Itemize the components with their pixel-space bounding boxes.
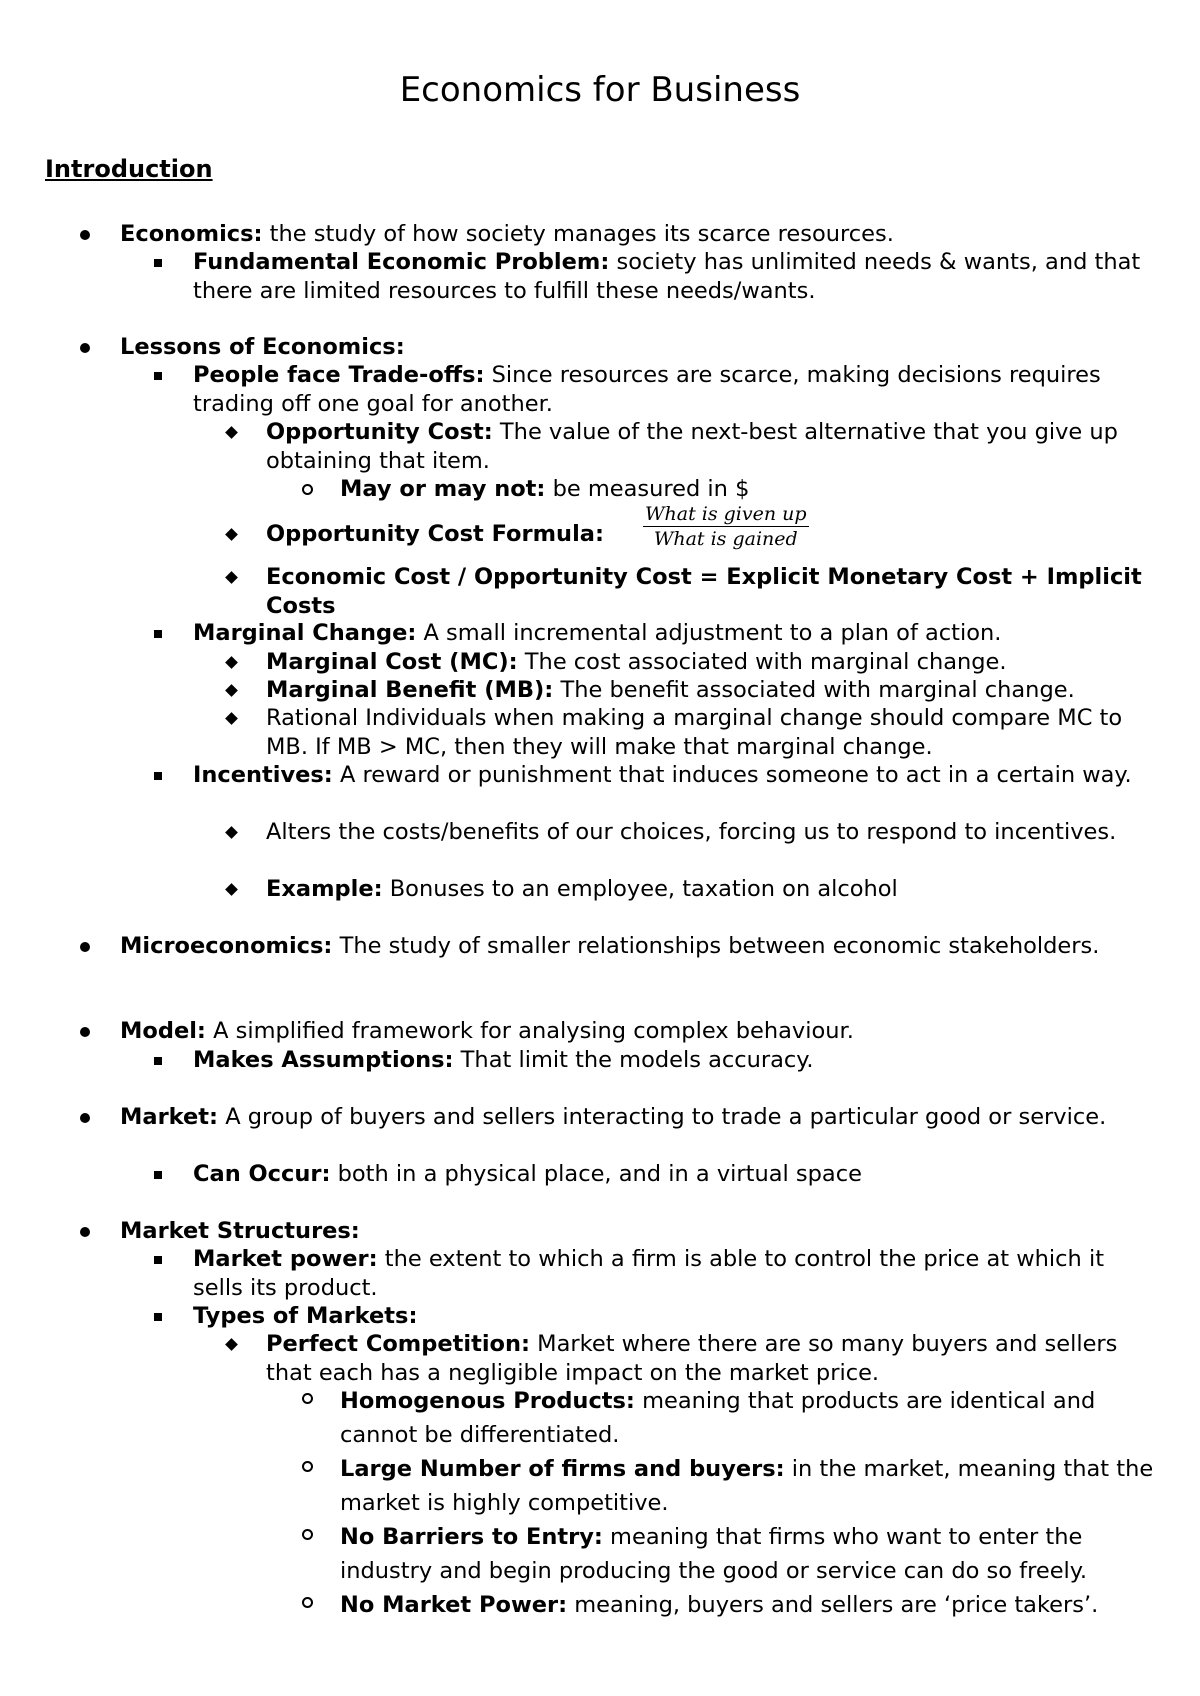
definition: meaning that products are identical and cannot be differentiated.	[340, 1388, 1096, 1448]
term: Opportunity Cost Formula:	[266, 521, 604, 547]
text: Alters the costs/benefits of our choices, forcing us to respond to incentives.	[266, 819, 1117, 845]
term: Market:	[120, 1104, 219, 1130]
bullet-diamond-icon	[225, 826, 238, 839]
term: Example:	[266, 876, 383, 902]
definition: Bonuses to an employee, taxation on alcohol	[382, 876, 898, 902]
definition: Market where there are so many buyers and sellers that each has a negligible impact on the market price.	[266, 1331, 1118, 1386]
bullet-square-icon	[154, 630, 162, 638]
term: Fundamental Economic Problem:	[193, 249, 610, 275]
term: Marginal Benefit (MB):	[266, 677, 554, 703]
bullet-types-of-markets	[0, 1302, 1160, 1331]
term: Marginal Cost (MC):	[266, 649, 518, 675]
definition: the extent to which a firm is able to control the price at which it sells its product.	[193, 1246, 1105, 1301]
bullet-marginal-benefit	[0, 676, 1160, 705]
term: Types of Markets:	[193, 1303, 418, 1329]
bullet-no-barriers	[0, 1520, 1160, 1588]
bullet-microeconomics	[0, 932, 1160, 961]
term: Perfect Competition:	[266, 1331, 531, 1357]
bullet-diamond-icon	[225, 528, 238, 541]
bullet-ring-icon	[302, 1597, 313, 1608]
term: No Market Power:	[340, 1592, 568, 1618]
bullet-market-power	[0, 1245, 1160, 1302]
definition: Since resources are scarce, making decisions requires trading off one goal for another.	[193, 362, 1101, 417]
definition: A small incremental adjustment to a plan of action.	[416, 620, 1002, 646]
definition: The study of smaller relationships between economic stakeholders.	[332, 933, 1100, 959]
bullet-formula	[0, 520, 1160, 549]
bullet-assumptions	[0, 1046, 1160, 1075]
term: Opportunity Cost:	[266, 419, 493, 445]
bullet-dot-icon	[80, 343, 90, 353]
bullet-may-not	[0, 475, 1160, 504]
bullet-economics	[0, 220, 1160, 249]
bullet-diamond-icon	[225, 656, 238, 669]
bullet-diamond-icon	[225, 684, 238, 697]
bullet-dot-icon	[80, 1227, 90, 1237]
bullet-dot-icon	[80, 1027, 90, 1037]
term: Market Structures:	[120, 1218, 360, 1244]
bullet-ring-icon	[302, 1529, 313, 1540]
definition: be measured in $	[545, 476, 750, 502]
term: Makes Assumptions:	[193, 1047, 454, 1073]
bullet-market-structures	[0, 1217, 1160, 1246]
bullet-dot-icon	[80, 1113, 90, 1123]
definition: A simplified framework for analysing complex behaviour.	[205, 1018, 854, 1044]
definition: The value of the next-best alternative that you give up obtaining that item.	[266, 419, 1118, 474]
bullet-no-market-power	[0, 1588, 1160, 1622]
term: Lessons of Economics:	[120, 334, 405, 360]
bullet-ring-icon	[302, 1461, 313, 1472]
bullet-square-icon	[154, 372, 162, 380]
bullet-lessons	[0, 333, 1160, 362]
term: Large Number of firms and buyers:	[340, 1456, 785, 1482]
bullet-marginal-cost	[0, 648, 1160, 677]
fraction-numerator: What is given up	[645, 503, 807, 525]
bullet-economic-cost	[0, 563, 1160, 620]
term: Microeconomics:	[120, 933, 333, 959]
bullet-large-number	[0, 1452, 1160, 1520]
bullet-can-occur	[0, 1160, 1160, 1189]
bullet-homogenous	[0, 1384, 1160, 1452]
definition: in the market, meaning that the market is highly competitive.	[340, 1456, 1154, 1516]
term: Economics:	[120, 221, 263, 247]
bullet-rational-individuals	[0, 704, 1160, 761]
bullet-square-icon	[154, 772, 162, 780]
definition: The benefit associated with marginal change.	[553, 677, 1075, 703]
document-title: Economics for Business	[399, 70, 801, 110]
term: Model:	[120, 1018, 206, 1044]
term: Homogenous Products:	[340, 1388, 635, 1414]
bullet-ring-icon	[302, 484, 313, 495]
bullet-diamond-icon	[225, 571, 238, 584]
bullet-diamond-icon	[225, 712, 238, 725]
definition: meaning that firms who want to enter the industry and begin producing the good or service can do so freely.	[340, 1524, 1088, 1584]
definition: the study of how society manages its scarce resources.	[262, 221, 894, 247]
bullet-square-icon	[154, 1313, 162, 1321]
bullet-tradeoffs	[0, 361, 1160, 418]
bullet-example	[0, 875, 1160, 904]
section-heading: Introduction	[45, 155, 213, 183]
term: Market power:	[193, 1246, 378, 1272]
definition: both in a physical place, and in a virtual space	[330, 1161, 862, 1187]
bullet-square-icon	[154, 259, 162, 267]
bullet-incentives	[0, 761, 1160, 790]
bullet-diamond-icon	[225, 1338, 238, 1351]
bullet-square-icon	[154, 1256, 162, 1264]
bullet-diamond-icon	[225, 426, 238, 439]
bullet-marginal-change	[0, 619, 1160, 648]
bullet-alters	[0, 818, 1160, 847]
definition: A group of buyers and sellers interacting to trade a particular good or service.	[218, 1104, 1107, 1130]
bullet-diamond-icon	[225, 883, 238, 896]
bullet-fundamental-problem	[0, 248, 1160, 305]
term: May or may not:	[340, 476, 546, 502]
bullet-market	[0, 1103, 1160, 1132]
formula-text: Economic Cost / Opportunity Cost = Explicit Monetary Cost + Implicit Costs	[266, 564, 1142, 619]
definition: A reward or punishment that induces someone to act in a certain way.	[332, 762, 1132, 788]
bullet-ring-icon	[302, 1393, 313, 1404]
definition: The cost associated with marginal change.	[517, 649, 1007, 675]
definition: society has unlimited needs & wants, and that there are limited resources to fulfill these needs/wants.	[193, 249, 1141, 304]
term: Can Occur:	[193, 1161, 331, 1187]
bullet-opportunity-cost	[0, 418, 1160, 475]
bullet-square-icon	[154, 1171, 162, 1179]
term: Marginal Change:	[193, 620, 417, 646]
bullet-dot-icon	[80, 230, 90, 240]
term: No Barriers to Entry:	[340, 1524, 603, 1550]
definition: That limit the models accuracy.	[453, 1047, 814, 1073]
bullet-dot-icon	[80, 942, 90, 952]
text: Rational Individuals when making a marginal change should compare MC to MB. If MB > MC, then they will make that marginal change.	[266, 705, 1123, 760]
bullet-model	[0, 1017, 1160, 1046]
fraction-denominator: What is gained	[653, 528, 798, 550]
bullet-square-icon	[154, 1057, 162, 1065]
definition: meaning, buyers and sellers are ‘price takers’.	[567, 1592, 1099, 1618]
term: Incentives:	[193, 762, 333, 788]
opportunity-cost-fraction	[643, 502, 809, 551]
term: People face Trade-offs:	[193, 362, 485, 388]
bullet-perfect-competition	[0, 1330, 1160, 1387]
